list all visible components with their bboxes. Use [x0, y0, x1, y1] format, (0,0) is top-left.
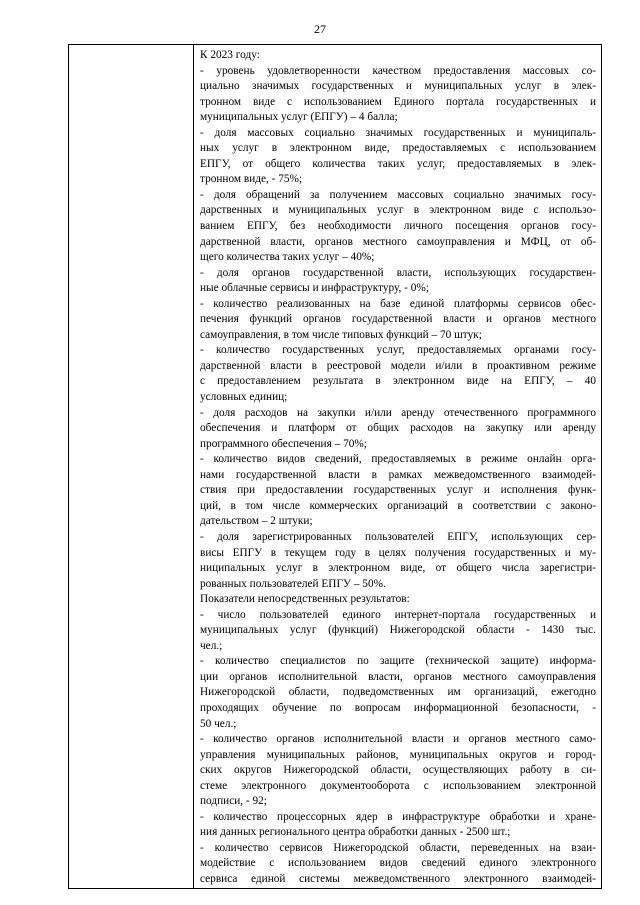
text-line: самоуправления, в том числе типовых функций – 70 штук;: [200, 328, 482, 341]
text-line: проходящих обучение по вопросам информационной безопасности, -: [200, 701, 596, 714]
text-line: - доля обращений за получением массовых социально значимых госу-: [200, 188, 596, 201]
text-line: ции органов исполнительной власти, органов местного самоуправления: [200, 670, 596, 683]
text-line: подписи, - 92;: [200, 795, 267, 808]
text-line: висы ЕПГУ в текущем году в целях получения государственных и му-: [200, 546, 596, 559]
text-line: - доля зарегистрированных пользователей ЕПГУ, использующих сер-: [200, 530, 596, 543]
text-line: управления муниципальных районов, муниципальных округов и город-: [200, 748, 596, 761]
text-line: - количество процессорных ядер в инфраструктуре обработки и хране-: [200, 810, 596, 823]
table-row: [69, 45, 602, 889]
text-line: - количество сервисов Нижегородской области, переведенных на взаи-: [200, 841, 596, 854]
text-line: ные облачные сервисы и инфраструктуру, - 0%;: [200, 282, 429, 295]
text-line: Показатели непосредственных результатов:: [200, 593, 410, 606]
text-line: - доля органов государственной власти, использующих государствен-: [200, 266, 596, 279]
text-line: ствия при предоставлении государственных услуг и исполнения функ-: [200, 484, 596, 497]
text-line: программного обеспечения – 70%;: [200, 437, 367, 450]
text-line: рованных пользователей ЕПГУ – 50%.: [200, 577, 386, 590]
text-line: ванием ЕПГУ, без необходимости личного посещения органов госу-: [200, 220, 596, 233]
text-line: печения функций органов государственной власти и органов местного: [200, 313, 596, 326]
empty-left-cell: [69, 45, 194, 889]
text-line: дарственной власти в реестровой модели и/или в проактивном режиме: [200, 359, 596, 372]
text-line: - уровень удовлетворенности качеством предоставления массовых со-: [200, 64, 596, 77]
text-line: тронном виде, - 75%;: [200, 173, 303, 186]
text-line: дательством – 2 штуки;: [200, 515, 313, 528]
page-number: 27: [314, 22, 326, 36]
text-line: с предоставлением результата в электронном виде на ЕПГУ, – 40: [200, 375, 596, 388]
text-line: К 2023 году:: [200, 49, 260, 61]
text-line: - количество органов исполнительной власти и органов местного само-: [200, 733, 596, 746]
text-line: условных единиц;: [200, 391, 288, 404]
text-line: 50 чел.;: [200, 717, 237, 730]
text-line: - количество специалистов по защите (технической защите) информа-: [200, 655, 596, 668]
text-line: - количество государственных услуг, предоставляемых органами госу-: [200, 344, 596, 357]
indicators-cell: [194, 45, 602, 889]
text-line: сервиса единой системы межведомственного электронного взаимодей-: [200, 872, 596, 885]
text-line: ЕПГУ, от общего количества таких услуг, предоставляемых в элек-: [200, 157, 596, 170]
text-line: - доля расходов на закупки и/или аренду отечественного программного: [200, 406, 596, 419]
text-line: - число пользователей единого интернет-портала государственных и: [200, 608, 596, 621]
indicators-text: [200, 48, 596, 888]
text-line: обеспечения и платформ от общих расходов на закупку или аренду: [200, 422, 596, 435]
text-line: ния данных регионального центра обработки данных - 2500 шт.;: [200, 826, 511, 839]
text-line: дарственной власти, органов местного самоуправления и МФЦ, от об-: [200, 235, 596, 248]
text-line: ниципальных услуг в электронном виде, от общего числа зарегистри-: [200, 562, 596, 575]
text-line: ций, в том числе коммерческих организаций в соответствии с законо-: [200, 499, 596, 512]
text-line: нами государственной власти в рамках межведомственного взаимодей-: [200, 468, 596, 481]
text-line: тронном виде с использованием Единого портала государственных и: [200, 95, 596, 108]
text-line: щего количества таких услуг – 40%;: [200, 251, 375, 264]
text-line: - доля массовых социально значимых государственных и муниципаль-: [200, 126, 596, 139]
text-line: чел.;: [200, 639, 223, 652]
text-line: - количество видов сведений, предоставляемых в режиме онлайн орга-: [200, 453, 596, 466]
text-line: дарственных и муниципальных услуг в электронном виде с использо-: [200, 204, 596, 217]
text-line: модействие с использованием видов сведений единого электронного: [200, 857, 596, 870]
text-line: - количество реализованных на базе единой платформы сервисов обес-: [200, 297, 596, 310]
text-line: циально значимых государственных и муниципальных услуг в элек-: [200, 80, 596, 93]
content-table: [68, 44, 602, 889]
text-line: ских округов Нижегородской области, осуществляющих работу в си-: [200, 764, 596, 777]
text-line: ных услуг в электронном виде, предоставляемых с использованием: [200, 142, 596, 155]
text-line: Нижегородской области, подведомственных им организаций, ежегодно: [200, 686, 596, 699]
text-line: муниципальных услуг (функций) Нижегородской области - 1430 тыс.: [200, 624, 596, 637]
text-line: муниципальных услуг (ЕПГУ) – 4 балла;: [200, 111, 398, 124]
text-line: стеме электронного документооборота с использованием электронной: [200, 779, 596, 792]
